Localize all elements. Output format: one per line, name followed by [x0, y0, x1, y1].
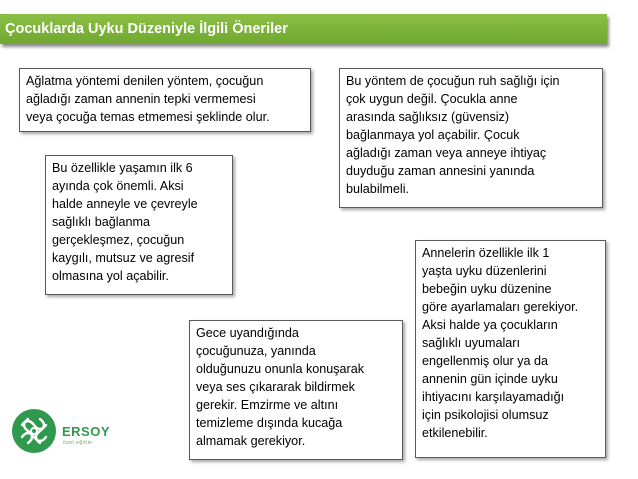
note-line: çocuğunuza, yanında — [196, 344, 316, 358]
note-line: halde anneyle ve çevreyle — [52, 197, 198, 211]
ersoy-knot-logo-icon — [10, 405, 62, 457]
note-line: Annelerin özellikle ilk 1 — [422, 246, 550, 260]
note-line: Gece uyandığında — [196, 326, 299, 340]
note-line: olduğunuzu onunla konuşarak — [196, 362, 365, 376]
note-line: sağlıklı bağlanma — [52, 215, 151, 229]
note-line: Bu özellikle yaşamın ilk 6 — [52, 161, 193, 175]
note-line: bebeğin uyku düzenine — [422, 282, 552, 296]
note-line: ağladığı zaman veya anneye ihtiyaç — [346, 146, 547, 160]
slide-title: Çocuklarda Uyku Düzeniyle İlgili Öneriler — [5, 21, 288, 37]
title-bar — [0, 14, 607, 44]
note-line: kaygılı, mutsuz ve agresif — [52, 251, 195, 265]
note-line: Bu yöntem de çocuğun ruh sağlığı için — [346, 74, 560, 88]
note-line: Ağlatma yöntemi denilen yöntem, çocuğun — [26, 74, 264, 88]
note-first-six-months — [45, 155, 233, 295]
note-mother-sleep-schedule — [415, 240, 606, 458]
note-line: almamak gerekiyor. — [196, 434, 306, 448]
note-line: ihtiyacını karşılayamadığı — [422, 390, 565, 404]
note-crying-method — [19, 68, 311, 132]
note-line: arasında sağlıksız (güvensiz) — [346, 110, 510, 124]
note-line: olmasına yol açabilir. — [52, 269, 169, 283]
note-mental-health — [339, 68, 603, 208]
note-line: temizleme dışında kucağa — [196, 416, 343, 430]
note-line: bağlanmaya yol açabilir. Çocuk — [346, 128, 520, 142]
note-line: göre ayarlamaları gerekiyor. — [422, 300, 579, 314]
note-line: duyduğu zaman annesini yanında — [346, 164, 535, 178]
note-line: için psikolojisi olumsuz — [422, 408, 549, 422]
note-line: veya ses çıkararak bildirmek — [196, 380, 355, 394]
note-line: engellenmiş olur ya da — [422, 354, 549, 368]
note-night-waking — [189, 320, 403, 460]
note-line: gerekir. Emzirme ve altını — [196, 398, 339, 412]
logo-name: ERSOY — [62, 424, 111, 439]
note-line: sağlıklı uyumaları — [422, 336, 520, 350]
note-line: ayında çok önemli. Aksi — [52, 179, 184, 193]
note-line: çok uygun değil. Çocukla anne — [346, 92, 518, 106]
ersoy-logo — [10, 405, 111, 457]
note-line: yaşta uyku düzenlerini — [422, 264, 547, 278]
note-line: etkilenebilir. — [422, 426, 488, 440]
note-line: gerçekleşmez, çocuğun — [52, 233, 185, 247]
note-line: Aksi halde ya çocukların — [422, 318, 558, 332]
logo-tagline: özel eğitim — [63, 440, 93, 446]
note-line: annenin gün içinde uyku — [422, 372, 558, 386]
note-line: ağladığı zaman annenin tepki vermemesi — [26, 92, 256, 106]
note-line: veya çocuğa temas etmemesi şeklinde olur. — [26, 110, 270, 124]
note-line: bulabilmeli. — [346, 182, 409, 196]
